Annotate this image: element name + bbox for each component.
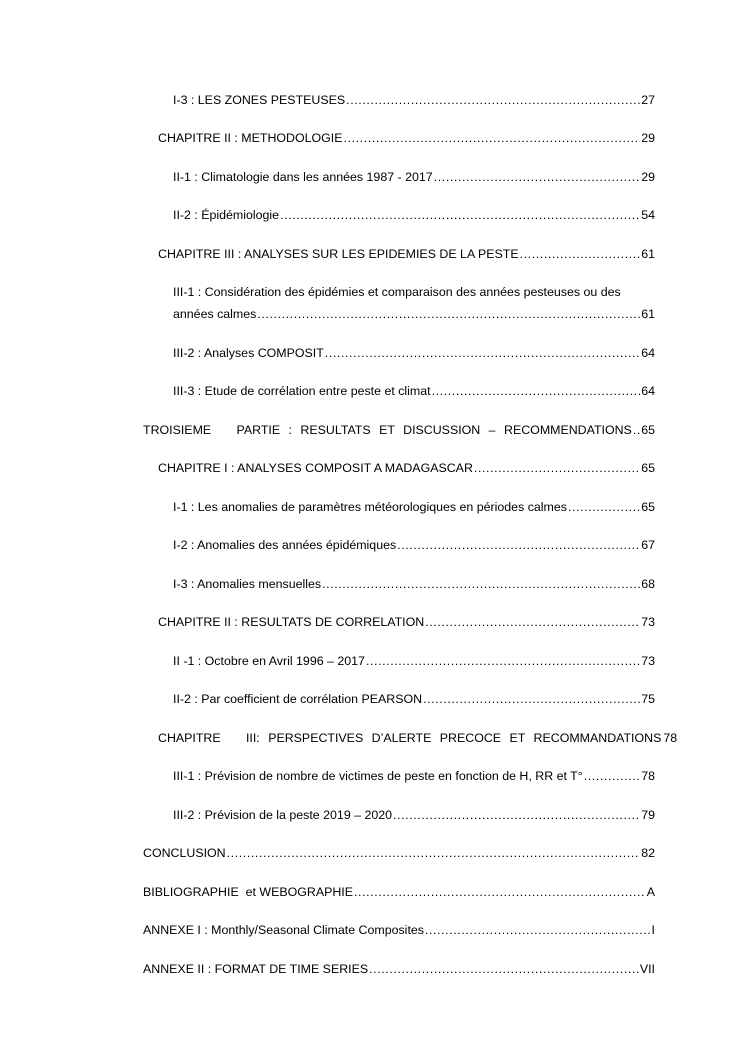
- toc-entry-title: CHAPITRE II : RESULTATS DE CORRELATION: [158, 615, 425, 629]
- toc-entry-page: 67: [641, 538, 655, 552]
- toc-entry: [173, 169, 655, 185]
- toc-entry: [143, 922, 655, 938]
- toc-entry-title-line2: années calmes: [173, 307, 257, 321]
- toc-entry: [158, 730, 678, 746]
- toc-entry-page: 82: [641, 846, 655, 860]
- toc-entry: [173, 284, 655, 322]
- toc-entry-title: I-3 : Anomalies mensuelles: [173, 577, 322, 591]
- toc-entry: [173, 383, 655, 399]
- toc-entry-title: ANNEXE I : Monthly/Seasonal Climate Composites: [143, 923, 424, 937]
- toc-leader-dots: [432, 383, 641, 399]
- toc-leader-dots: [280, 207, 640, 223]
- toc-leader-dots: [397, 537, 640, 553]
- toc-entry: [173, 691, 655, 707]
- toc-entry-page: 29: [641, 170, 655, 184]
- toc-leader-dots: [423, 691, 640, 707]
- toc-entry-title: I-2 : Anomalies des années épidémiques: [173, 538, 397, 552]
- toc-entry-page: 54: [641, 208, 655, 222]
- toc-entry-page: 61: [641, 247, 655, 261]
- toc-leader-dots: [520, 246, 641, 262]
- toc-leader-dots: [257, 306, 640, 322]
- toc-entry-title: III-2 : Prévision de la peste 2019 – 2020: [173, 808, 393, 822]
- toc-entry-title: II-2 : Par coefficient de corrélation PEARSON: [173, 692, 423, 706]
- toc-leader-dots: [322, 576, 640, 592]
- toc-entry-page: 64: [641, 346, 655, 360]
- toc-leader-dots: [393, 807, 640, 823]
- toc-leader-dots: [584, 768, 641, 784]
- toc-leader-dots: [633, 422, 640, 438]
- toc-entry-page: 65: [641, 423, 655, 437]
- toc-entry: [143, 961, 655, 977]
- toc-entry: [173, 537, 655, 553]
- toc-entry-title: TROISIEME PARTIE : RESULTATS ET DISCUSSION – RECOMMENDATIONS: [143, 423, 632, 437]
- toc-entry-title: I-3 : LES ZONES PESTEUSES: [173, 93, 346, 107]
- toc-leader-dots: [425, 614, 640, 630]
- toc-entry-page: 61: [641, 307, 655, 321]
- toc-entry-page: 73: [641, 615, 655, 629]
- toc-entry-page: 27: [641, 93, 655, 107]
- toc-leader-dots: [434, 169, 641, 185]
- toc-entry: [143, 422, 655, 438]
- toc-entry: [158, 246, 655, 262]
- toc-entry-page: 75: [641, 692, 655, 706]
- toc-entry: [143, 884, 655, 900]
- toc-entry-page: 73: [641, 654, 655, 668]
- toc-leader-dots: [344, 130, 641, 146]
- toc-entry: [158, 460, 655, 476]
- toc-entry-page: 78: [641, 769, 655, 783]
- toc-entry-page: 29: [641, 131, 655, 145]
- toc-entry: [173, 576, 655, 592]
- toc-entry: [173, 499, 655, 515]
- toc-entry-page: 68: [641, 577, 655, 591]
- toc-entry-title: BIBLIOGRAPHIE et WEBOGRAPHIE: [143, 885, 354, 899]
- toc-entry-page: 64: [641, 384, 655, 398]
- toc-leader-dots: [474, 460, 640, 476]
- toc-entry-page: 65: [641, 461, 655, 475]
- toc-entry-page: 65: [641, 500, 655, 514]
- toc-entry-title: CHAPITRE III: PERSPECTIVES D’ALERTE PRECOCE ET RECOMMANDATIONS: [158, 731, 662, 745]
- toc-entry: [143, 845, 655, 861]
- toc-entry-title: CONCLUSION: [143, 846, 226, 860]
- toc-leader-dots: [227, 845, 641, 861]
- toc-leader-dots: [425, 922, 651, 938]
- toc-entry-title: II-2 : Épidémiologie: [173, 208, 280, 222]
- toc-leader-dots: [354, 884, 646, 900]
- toc-entry-title-line1: III-1 : Considération des épidémies et comparaison des années pesteuses ou des: [173, 285, 621, 299]
- toc-entry: [173, 768, 655, 784]
- toc-leader-dots: [346, 92, 640, 108]
- toc-entry-title: II-1 : Climatologie dans les années 1987 - 2017: [173, 170, 433, 184]
- toc-entry: [173, 653, 655, 669]
- toc-leader-dots: [325, 345, 640, 361]
- toc-entry-title: II -1 : Octobre en Avril 1996 – 2017: [173, 654, 365, 668]
- toc-entry: [173, 207, 655, 223]
- toc-entry: [173, 807, 655, 823]
- toc-entry: [173, 92, 655, 108]
- toc-entry-title: III-1 : Prévision de nombre de victimes de peste en fonction de H, RR et T°: [173, 769, 583, 783]
- toc-leader-dots: [369, 961, 639, 977]
- toc-entry-title: CHAPITRE II : METHODOLOGIE: [158, 131, 343, 145]
- toc-entry-title: I-1 : Les anomalies de paramètres météorologiques en périodes calmes: [173, 500, 567, 514]
- toc-entry: [173, 345, 655, 361]
- toc-entry: [158, 614, 655, 630]
- toc-entry-page: I: [651, 923, 655, 937]
- toc-entry-page: 78: [663, 731, 678, 745]
- toc-leader-dots: [568, 499, 640, 515]
- toc-entry-title: III-3 : Etude de corrélation entre peste et climat: [173, 384, 431, 398]
- toc-entry-title: CHAPITRE III : ANALYSES SUR LES EPIDEMIES DE LA PESTE: [158, 247, 519, 261]
- toc-entry: [158, 130, 655, 146]
- toc-entry-page: 79: [641, 808, 655, 822]
- toc-entry-title: III-2 : Analyses COMPOSIT: [173, 346, 324, 360]
- toc-entry-page: VII: [639, 962, 655, 976]
- toc-leader-dots: [366, 653, 640, 669]
- toc-entry-title: CHAPITRE I : ANALYSES COMPOSIT A MADAGASCAR: [158, 461, 473, 475]
- toc-entry-title: ANNEXE II : FORMAT DE TIME SERIES: [143, 962, 369, 976]
- toc-entry-page: A: [646, 885, 655, 899]
